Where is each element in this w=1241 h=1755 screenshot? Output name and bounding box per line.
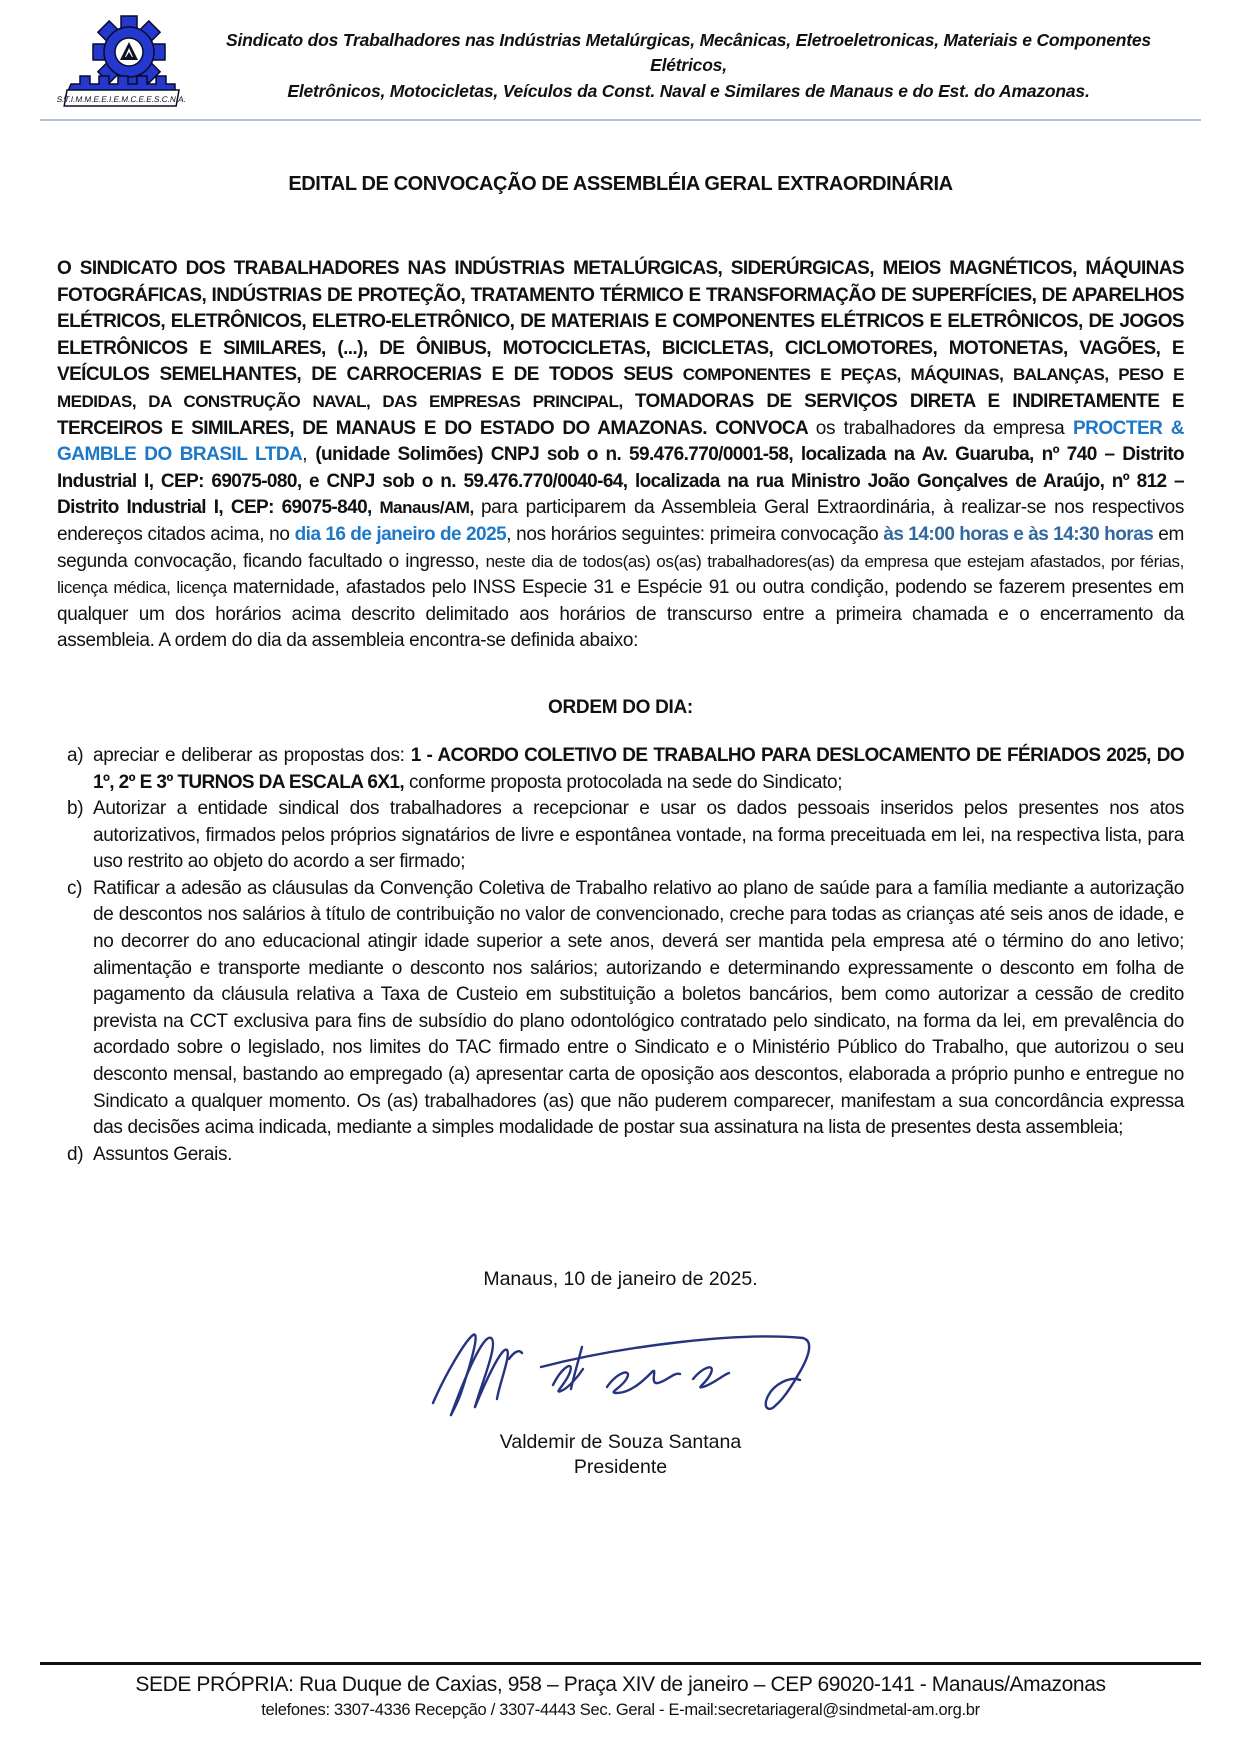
gear-emblem-icon	[57, 14, 195, 112]
paragraph-segment: às 14:00 horas e às 14:30 horas	[883, 523, 1154, 545]
agenda-item-text: Autorizar a entidade sindical dos trabalhadores a recepcionar e usar os dados pessoais inseridos pelos presentes nos atos autorizativos, firmados pelos próprios signatários de livre e espontânea vontade, na forma preceituada em lei, na respectiva lista, para uso restrito ao objeto do acordo a ser firmado;	[93, 798, 1184, 873]
dateline: Manaus, 10 de janeiro de 2025.	[483, 1268, 758, 1291]
agenda-item-text: apreciar e deliberar as propostas dos:	[93, 744, 411, 766]
agenda-heading: ORDEM DO DIA:	[548, 696, 693, 718]
agenda-item	[67, 743, 1184, 796]
signer-role: Presidente	[573, 1456, 668, 1479]
org-name-line2: Eletrônicos, Motocicletas, Veículos da Const. Naval e Similares de Manaus e do Est. do Amazonas.	[287, 80, 1090, 101]
paragraph-segment: , nos horários seguintes: primeira convocação	[506, 523, 884, 545]
paragraph-segment: neste dia de todos(as) os(as) trabalhadores(as) da empresa que estejam afastados, por férias, licença médica, licença	[57, 551, 1184, 598]
agenda-item-text: conforme proposta protocolada na sede do Sindicato;	[404, 771, 843, 793]
paragraph-segment: maternidade, afastados pelo INSS Especie 31 e Espécie 91 ou outra condição, podendo se fazerem presentes em qualquer um dos horários acima descrito delimitado aos horários de transcurso entre a primeira chamada e o encerramento da assembleia. A ordem do dia da assembleia encontra-se definida abaixo:	[57, 577, 1184, 652]
agenda-item	[67, 796, 1184, 876]
footer-address: SEDE PRÓPRIA: Rua Duque de Caxias, 958 – Praça XIV de janeiro – CEP 69020-141 - Manaus/Amazonas	[135, 1673, 1106, 1696]
logo-banner-text: S.T.I.M.M.E.E.I.E.M.C.E.E.S.C.N.A.	[57, 95, 187, 104]
footer-divider	[40, 1662, 1201, 1665]
agenda-item-text: Ratificar a adesão as cláusulas da Convenção Coletiva de Trabalho relativo ao plano de saúde para a família mediante a autorização de descontos nos salários à título de contribuição no valor de convencionado, creche para todas as crianças até seis anos de idade, e no decorrer do ano educacional atingir idade superior a sete anos, deverá ser mantida pela empresa até o término do ano letivo; alimentação e transporte mediante o desconto nos salários; autorizando e determinando expressamente o desconto em folha de pagamento da cláusula relativa a Taxa de Custeio em substituição a boletos bancários, bem como autorizar a cessão de credito prevista na CCT exclusiva para fins de subsídio do plano odontológico contratado pelo sindicato, na forma da lei, em prevalência do acordado sobre o legislado, nos limites do TAC firmado entre o Sindicato e o Ministério Público do Trabalho, que autorizou o seu desconto mensal, bastando ao empregado (a) apresentar carta de oposição aos descontos, elaborada a próprio punho e entregue no Sindicato a qualquer momento. Os (as) trabalhadores (as) que não puderem comparecer, manifestam a sua concordância expressa das decisões acima indicada, mediante a simples modalidade de postar sua assinatura na lista de presentes desta assembleia;	[93, 877, 1184, 1139]
paragraph-segment: O SINDICATO DOS TRABALHADORES NAS INDÚSTRIAS METALÚRGICAS, SIDERÚRGICAS, MEIOS MAGNÉTICOS, MÁQUINAS FOTOGRÁFICAS, INDÚSTRIAS DE PROTEÇÃO, TRATAMENTO TÉRMICO E TRANSFORMAÇÃO DE SUPERFÍCIES, DE APARELHOS ELÉTRICOS, ELETRÔNICOS, ELETRO-ELETRÔNICO, DE MATERIAIS E COMPONENTES ELÉTRICOS E ELETRÔNICOS, DE JOGOS ELETRÔNICOS E SIMILARES, (...), DE ÔNIBUS, MOTOCICLETAS, BICICLETAS, CICLOMOTORES, MOTONETAS, VAGÕES, E VEÍCULOS SEMELHANTES, DE CARROCERIAS E DE TODOS SEUS	[57, 258, 1184, 386]
agenda-item	[67, 876, 1184, 1142]
paragraph-segment: para participarem da Assembleia Geral Extraordinária, à realizar-se nos respectivos endereços citados acima, no	[57, 497, 1184, 545]
header-divider	[40, 119, 1201, 121]
paragraph-segment: dia 16 de janeiro de 2025	[294, 523, 507, 545]
org-name	[197, 14, 1184, 104]
paragraph-segment: (unidade Solimões) CNPJ sob o n. 59.476.770/0001-58, localizada na Av. Guaruba, nº 740 – Distrito Industrial I, CEP: 69075-080, e CNPJ sob o n. 59.476.770/0040-64, localizada na rua Ministro João Gonçalves de Araújo, nº 812 – Distrito Industrial I, CEP: 69075-840,	[57, 444, 1185, 519]
paragraph-segment: Manaus/AM,	[379, 498, 481, 518]
footer-contacts: telefones: 3307-4336 Recepção / 3307-4443 Sec. Geral - E-mail:secretariageral@sindmetal-am.org.br	[261, 1701, 980, 1719]
footer	[40, 1662, 1201, 1720]
union-logo	[57, 14, 197, 117]
agenda-item-label: d)	[67, 1143, 84, 1165]
paragraph-segment: os trabalhadores da empresa	[815, 417, 1073, 439]
header	[57, 14, 1184, 117]
agenda-list	[57, 743, 1184, 1169]
paragraph-segment: COMPONENTES E PEÇAS, MÁQUINAS, BALANÇAS, PESO E MEDIDAS, DA CONSTRUÇÃO NAVAL, DAS EMPRESAS PRINCIPAL,	[57, 365, 1184, 411]
paragraph-segment: ,	[302, 444, 316, 466]
signature-block	[57, 1317, 1184, 1479]
agenda-item-label: b)	[67, 798, 84, 820]
org-name-line1: Sindicato dos Trabalhadores nas Indústrias Metalúrgicas, Mecânicas, Eletroeletronicas, Materiais e Componentes Elétricos,	[226, 30, 1151, 76]
agenda-item	[67, 1142, 1184, 1169]
signer-name: Valdemir de Souza Santana	[499, 1431, 742, 1454]
paragraph-segment: em segunda convocação, ficando facultado o ingresso,	[57, 523, 1185, 572]
agenda-item-label: c)	[67, 877, 83, 899]
convocation-paragraph	[57, 256, 1184, 655]
agenda-item-label: a)	[67, 744, 84, 766]
agenda-item-text: Assuntos Gerais.	[93, 1143, 233, 1165]
paragraph-segment: PROCTER & GAMBLE DO BRASIL LTDA	[57, 417, 1184, 466]
paragraph-segment: TOMADORAS DE SERVIÇOS DIRETA E INDIRETAMENTE E TERCEIROS E SIMILARES, DE MANAUS E DO ESTADO DO AMAZONAS. CONVOCA	[57, 390, 1184, 439]
document-title: EDITAL DE CONVOCAÇÃO DE ASSEMBLÉIA GERAL EXTRAORDINÁRIA	[288, 173, 953, 195]
signature-image	[411, 1317, 831, 1422]
agenda-item-text: 1 - ACORDO COLETIVO DE TRABALHO PARA DESLOCAMENTO DE FÉRIADOS 2025, DO 1º, 2º E 3º TURNOS DA ESCALA 6X1,	[93, 744, 1184, 793]
